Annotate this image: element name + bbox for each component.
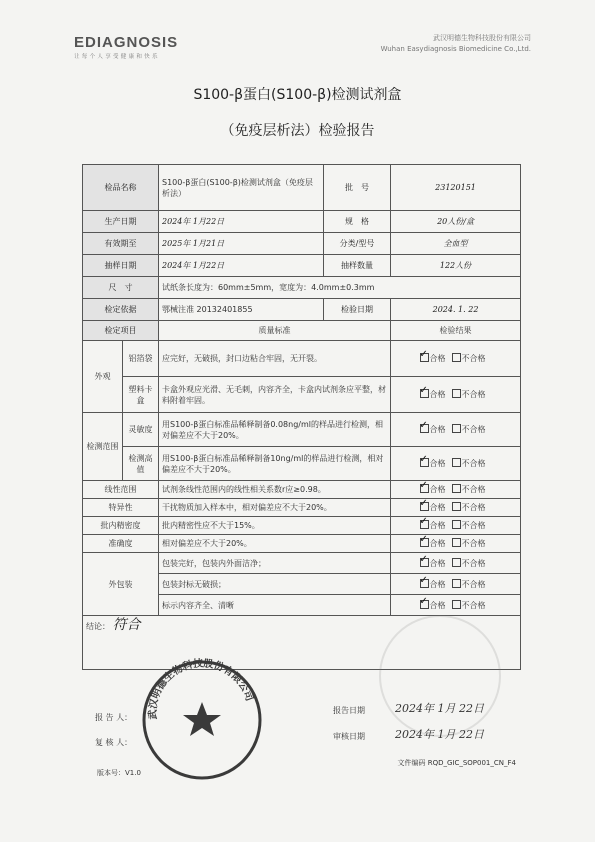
- header-item: 检定项目: [83, 321, 159, 341]
- size-label: 尺 寸: [83, 277, 159, 299]
- result-packaging-intact: ✓ 合格 不合格: [391, 553, 521, 574]
- group-outer-packaging: 外包装: [83, 553, 159, 616]
- conclusion-label: 结论：: [86, 622, 110, 631]
- standard-packaging-seal: 包装封标无破损；: [159, 574, 391, 595]
- test-date-label: 检验日期: [324, 299, 391, 321]
- fail-checkbox[interactable]: [452, 502, 461, 511]
- size-value: 试纸条长度为：60mm±5mm，宽度为：4.0mm±0.3mm: [159, 277, 521, 299]
- sampling-quantity-label: 抽样数量: [324, 255, 391, 277]
- sampling-date-label: 抽样日期: [83, 255, 159, 277]
- company-name: [381, 33, 531, 55]
- production-date-label: 生产日期: [83, 211, 159, 233]
- report-title: S100-β蛋白(S100-β)检测试剂盒: [193, 87, 402, 103]
- batch-label: 批 号: [324, 165, 391, 211]
- pass-checkbox[interactable]: [420, 484, 429, 493]
- pass-checkbox[interactable]: [420, 538, 429, 547]
- group-detection-range: 检测范围: [83, 413, 123, 481]
- result-plastic-case: ✓合格 不合格: [391, 377, 521, 413]
- group-appearance: 外观: [83, 341, 123, 413]
- result-linearity: ✓ 合格 不合格: [391, 481, 521, 499]
- basis-value: 鄂械注准 20132401855: [159, 299, 324, 321]
- version-number: 版本号：V1.0: [97, 769, 141, 777]
- company-name-cn: 武汉明德生物科技股份有限公司: [433, 34, 531, 42]
- expiry-value: 2025年 1月21日: [159, 233, 324, 255]
- reviewer-label: 复 核 人：: [95, 738, 133, 747]
- standard-specificity: 干扰物质加入样本中，相对偏差应不大于20%。: [159, 499, 391, 517]
- pass-checkbox[interactable]: [420, 353, 429, 362]
- item-precision: 批内精密度: [83, 517, 159, 535]
- fail-checkbox[interactable]: [452, 424, 461, 433]
- standard-precision: 批内精密性应不大于15%。: [159, 517, 391, 535]
- pass-checkbox[interactable]: [420, 502, 429, 511]
- seal-text: 武汉明德生物科技股份有限公司: [147, 658, 255, 720]
- review-date-label: 审核日期: [333, 732, 365, 741]
- standard-accuracy: 相对偏差应不大于20%。: [159, 535, 391, 553]
- fail-checkbox[interactable]: [452, 458, 461, 467]
- reporter-label: 报 告 人：: [95, 713, 133, 722]
- faint-stamp: [379, 615, 501, 737]
- header-standard: 质量标准: [159, 321, 391, 341]
- pass-checkbox[interactable]: [420, 389, 429, 398]
- document-code: 文件编码 RQD_GIC_SOP001_CN_F4: [397, 759, 516, 767]
- report-date-label: 报告日期: [333, 706, 365, 715]
- fail-checkbox[interactable]: [452, 520, 461, 529]
- result-high-value: ✓合格 不合格: [391, 447, 521, 481]
- company-name-en: Wuhan Easydiagnosis Biomedicine Co.,Ltd.: [380, 45, 531, 53]
- logo-slogan: 让每个人享受健康和快乐: [74, 54, 160, 60]
- result-foil-bag: ✓ 合格 不合格: [391, 341, 521, 377]
- product-name-label: 检品名称: [83, 165, 159, 211]
- sampling-date-value: 2024年 1月22日: [159, 255, 324, 277]
- result-labeling: ✓ 合格 不合格: [391, 595, 521, 616]
- pass-checkbox[interactable]: [420, 520, 429, 529]
- fail-checkbox[interactable]: [452, 353, 461, 362]
- logo-wordmark: EDIAGNOSIS: [74, 34, 179, 51]
- conclusion-value: 符合: [112, 617, 141, 633]
- sub-item-plastic-case: 塑料卡盒: [123, 377, 159, 413]
- company-logo: [74, 34, 178, 60]
- spec-label: 规 格: [324, 211, 391, 233]
- test-date-value: 2024. 1. 22: [391, 299, 521, 321]
- sub-item-high-value: 检测高值: [123, 447, 159, 481]
- result-packaging-seal: ✓ 合格 不合格: [391, 574, 521, 595]
- inspection-table: [82, 164, 521, 670]
- fail-checkbox[interactable]: [452, 389, 461, 398]
- pass-checkbox[interactable]: [420, 600, 429, 609]
- item-linearity: 线性范围: [83, 481, 159, 499]
- result-precision: ✓ 合格 不合格: [391, 517, 521, 535]
- class-model-value: 全血型: [391, 233, 521, 255]
- pass-checkbox[interactable]: [420, 558, 429, 567]
- batch-value: 23120151: [391, 165, 521, 211]
- basis-label: 检定依据: [83, 299, 159, 321]
- report-subtitle: （免疫层析法）检验报告: [220, 123, 375, 139]
- standard-high-value: 用S100-β蛋白标准品稀释制备10ng/ml的样品进行检测，相对偏差应不大于20%。: [159, 447, 391, 481]
- item-specificity: 特异性: [83, 499, 159, 517]
- pass-checkbox[interactable]: [420, 424, 429, 433]
- standard-plastic-case: 卡盒外观应光滑、无毛刺，内容齐全，卡盒内试剂条应平整，材料附着牢固。: [159, 377, 391, 413]
- fail-checkbox[interactable]: [452, 538, 461, 547]
- fail-checkbox[interactable]: [452, 579, 461, 588]
- result-sensitivity: ✓合格 不合格: [391, 413, 521, 447]
- result-accuracy: ✓ 合格 不合格: [391, 535, 521, 553]
- expiry-label: 有效期至: [83, 233, 159, 255]
- standard-packaging-intact: 包装完好，包装内外面洁净；: [159, 553, 391, 574]
- result-specificity: ✓ 合格 不合格: [391, 499, 521, 517]
- review-date-value: 2024年 1月 22日: [395, 728, 484, 741]
- company-seal-stamp: [140, 658, 264, 782]
- item-accuracy: 准确度: [83, 535, 159, 553]
- fail-checkbox[interactable]: [452, 558, 461, 567]
- sampling-quantity-value: 122人份: [391, 255, 521, 277]
- standard-foil-bag: 应完好，无破损，封口边粘合牢固，无开裂。: [159, 341, 391, 377]
- production-date-value: 2024年 1月22日: [159, 211, 324, 233]
- sub-item-foil-bag: 铝箔袋: [123, 341, 159, 377]
- class-model-label: 分类/型号: [324, 233, 391, 255]
- pass-checkbox[interactable]: [420, 579, 429, 588]
- product-name-value: S100-β蛋白(S100-β)检测试剂盒（免疫层析法）: [159, 165, 324, 211]
- report-date-value: 2024年 1月 22日: [395, 702, 484, 715]
- pass-checkbox[interactable]: [420, 458, 429, 467]
- standard-linearity: 试剂条线性范围内的线性相关系数r应≥0.98。: [159, 481, 391, 499]
- header-result: 检验结果: [391, 321, 521, 341]
- standard-sensitivity: 用S100-β蛋白标准品稀释制备0.08ng/ml的样品进行检测，相对偏差应不大于20%。: [159, 413, 391, 447]
- sub-item-sensitivity: 灵敏度: [123, 413, 159, 447]
- spec-value: 20人份/盒: [391, 211, 521, 233]
- fail-checkbox[interactable]: [452, 484, 461, 493]
- standard-labeling: 标示内容齐全、清晰: [159, 595, 391, 616]
- fail-checkbox[interactable]: [452, 600, 461, 609]
